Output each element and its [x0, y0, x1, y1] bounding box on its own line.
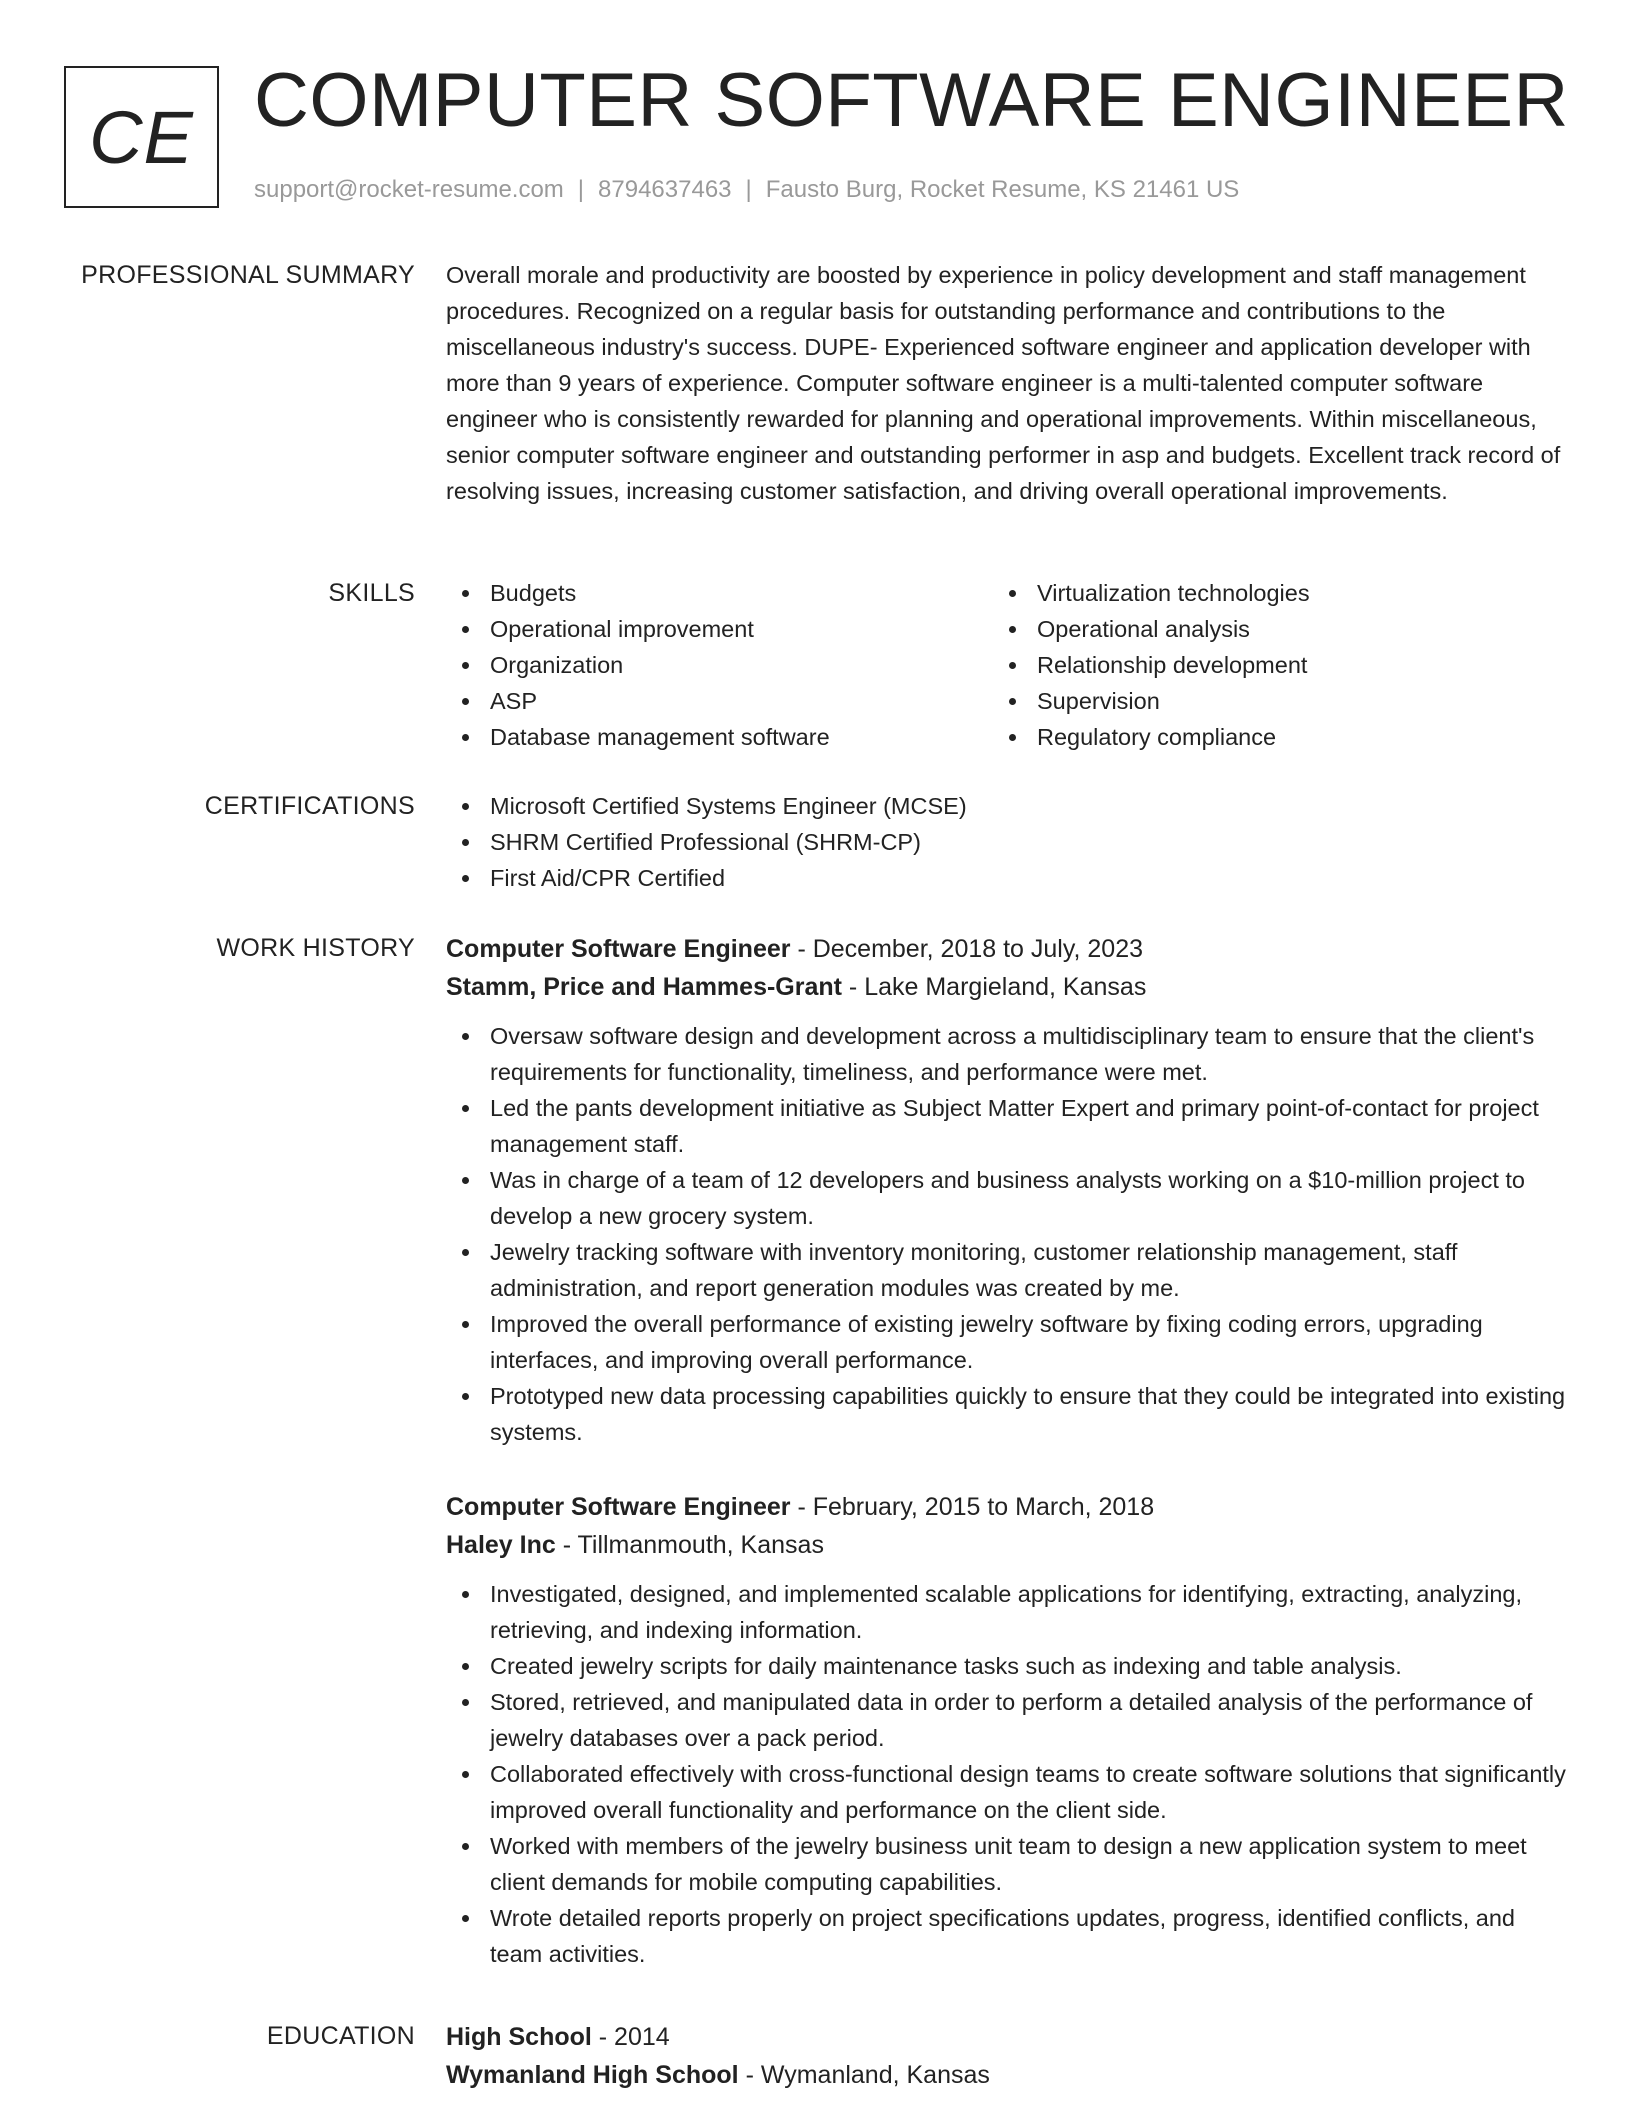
- job-bullet: Oversaw software design and development across a multidisciplinary team to ensure that the client's requirements for functionality, timeliness, and performance were met.: [446, 1018, 1566, 1090]
- job-bullet: Was in charge of a team of 12 developers and business analysts working on a $10-million project to develop a new grocery system.: [446, 1162, 1566, 1234]
- contact-phone: 8794637463: [598, 176, 732, 203]
- certifications-body: [446, 788, 1566, 896]
- job-bullet: Worked with members of the jewelry business unit team to design a new application system to meet client demands for mobile computing capabilities.: [446, 1828, 1566, 1900]
- skill-item: ASP: [446, 683, 993, 719]
- job-dates: - December, 2018 to July, 2023: [790, 935, 1144, 963]
- education-degree: High School: [446, 2023, 592, 2051]
- contact-email: support@rocket-resume.com: [254, 176, 564, 203]
- contact-line: [254, 173, 1239, 207]
- education-body: [446, 2018, 1566, 2094]
- skills-grid: [446, 575, 1566, 755]
- skill-item: Supervision: [993, 683, 1540, 719]
- job-entry: [446, 1488, 1566, 1972]
- section-label-certifications: CERTIFICATIONS: [204, 792, 415, 820]
- job-dates: - February, 2015 to March, 2018: [790, 1493, 1155, 1521]
- skill-item: Relationship development: [993, 647, 1540, 683]
- job-bullet: Improved the overall performance of existing jewelry software by fixing coding errors, upgrading interfaces, and improving overall performance.: [446, 1306, 1566, 1378]
- skill-item: Database management software: [446, 719, 993, 755]
- job-title-line: [446, 930, 1566, 968]
- skill-item: Organization: [446, 647, 993, 683]
- education-year: - 2014: [591, 2023, 670, 2051]
- skill-item: Budgets: [446, 575, 993, 611]
- job-location: - Lake Margieland, Kansas: [841, 973, 1147, 1001]
- section-label-work-history: WORK HISTORY: [216, 934, 415, 962]
- job-company-line: [446, 1526, 1566, 1564]
- job-bullet: Stored, retrieved, and manipulated data in order to perform a detailed analysis of the performance of jewelry databases over a pack period.: [446, 1684, 1566, 1756]
- job-bullets: [446, 1576, 1566, 1972]
- skill-item: Regulatory compliance: [993, 719, 1540, 755]
- summary-text: Overall morale and productivity are boosted by experience in policy development and staff management procedures. Recognized on a regular basis for outstanding performance and contributions to the miscellaneous industry's success. DUPE- Experienced software engineer and application developer with more than 9 years of experience. Computer software engineer is a multi-talented computer software engineer who is consistently rewarded for planning and operational improvements. Within miscellaneous, senior computer software engineer and outstanding performer in asp and budgets. Excellent track record of resolving issues, increasing customer satisfaction, and driving overall operational improvements.: [446, 262, 1561, 504]
- job-title: Computer Software Engineer: [446, 935, 791, 963]
- job-title: Computer Software Engineer: [446, 1493, 791, 1521]
- summary-body: [446, 257, 1566, 509]
- job-location: - Tillmanmouth, Kansas: [555, 1531, 824, 1559]
- contact-separator: |: [745, 176, 752, 203]
- job-company: Haley Inc: [446, 1531, 556, 1559]
- job-bullet: Collaborated effectively with cross-functional design teams to create software solutions that significantly improved overall functionality and performance on the client side.: [446, 1756, 1566, 1828]
- job-bullet: Wrote detailed reports properly on project specifications updates, progress, identified conflicts, and team activities.: [446, 1900, 1566, 1972]
- section-label-skills: SKILLS: [328, 579, 415, 607]
- skills-list-left: [446, 575, 993, 755]
- certification-item: First Aid/CPR Certified: [446, 860, 1566, 896]
- education-school-line: [446, 2056, 1566, 2094]
- contact-separator: |: [577, 176, 585, 203]
- skill-item: Operational improvement: [446, 611, 993, 647]
- monogram-box: [64, 66, 219, 208]
- contact-address: Fausto Burg, Rocket Resume, KS 21461 US: [765, 176, 1240, 203]
- certification-item: SHRM Certified Professional (SHRM-CP): [446, 824, 1566, 860]
- certification-item: Microsoft Certified Systems Engineer (MCSE): [446, 788, 1566, 824]
- job-company: Stamm, Price and Hammes-Grant: [446, 973, 842, 1001]
- job-bullets: [446, 1018, 1566, 1450]
- job-bullet: Prototyped new data processing capabilities quickly to ensure that they could be integrated into existing systems.: [446, 1378, 1566, 1450]
- job-bullet: Investigated, designed, and implemented scalable applications for identifying, extracting, analyzing, retrieving, and indexing information.: [446, 1576, 1566, 1648]
- education-school: Wymanland High School: [446, 2061, 739, 2089]
- job-bullet: Jewelry tracking software with inventory monitoring, customer relationship management, staff administration, and report generation modules was created by me.: [446, 1234, 1566, 1306]
- job-company-line: [446, 968, 1566, 1006]
- job-bullet: Created jewelry scripts for daily maintenance tasks such as indexing and table analysis.: [446, 1648, 1566, 1684]
- skill-item: Virtualization technologies: [993, 575, 1540, 611]
- job-bullet: Led the pants development initiative as Subject Matter Expert and primary point-of-contact for project management staff.: [446, 1090, 1566, 1162]
- job-entry: [446, 930, 1566, 1450]
- skill-item: Operational analysis: [993, 611, 1540, 647]
- job-title-line: [446, 1488, 1566, 1526]
- education-location: - Wymanland, Kansas: [738, 2061, 990, 2089]
- work-history-body: [446, 930, 1566, 1967]
- resume-title: COMPUTER SOFTWARE ENGINEER: [254, 58, 1569, 143]
- education-degree-line: [446, 2018, 1566, 2056]
- section-label-summary: PROFESSIONAL SUMMARY: [81, 261, 415, 289]
- monogram-initials: CE: [89, 95, 194, 179]
- skills-list-right: [993, 575, 1540, 755]
- section-label-education: EDUCATION: [266, 2022, 415, 2050]
- certifications-list: [446, 788, 1566, 896]
